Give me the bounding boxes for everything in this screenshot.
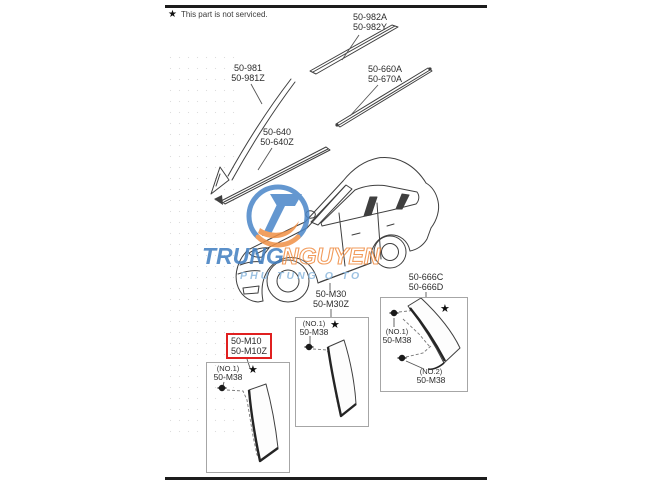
part-number: 50-M38	[299, 327, 329, 337]
part-number: 50-981Z	[231, 72, 265, 83]
part-number: 50-M30Z	[312, 298, 349, 309]
part-label-beltline-molding[interactable]	[355, 65, 415, 84]
part-label-roof-molding[interactable]	[340, 13, 400, 32]
not-serviced-text: This part is not serviced.	[180, 10, 268, 19]
watermark-tagline: PHU TUNG O TO	[240, 270, 363, 282]
star-icon: ★	[168, 8, 177, 20]
part-number: 50-982A	[352, 12, 388, 22]
fastener-no: (NO.2)	[419, 367, 443, 376]
part-number: 50-666D	[408, 281, 444, 292]
part-number: 50-M38	[382, 335, 412, 345]
fastener-label-left[interactable]	[206, 365, 250, 382]
watermark-brand-blue: TRUNG	[202, 243, 284, 269]
part-number: 50-640Z	[260, 136, 294, 147]
part-number: 50-670A	[367, 73, 403, 84]
star-icon: ★	[440, 303, 450, 315]
watermark-brand-orange: NGUYEN	[282, 243, 381, 269]
part-number: 50-M38	[416, 375, 446, 385]
part-number: 50-M10	[231, 336, 262, 346]
watermark-logo	[196, 178, 411, 286]
fastener-label-right-1[interactable]	[376, 328, 418, 345]
part-label-windshield-molding[interactable]	[220, 64, 276, 83]
fastener-label-right-2[interactable]	[410, 368, 452, 385]
part-number: 50-660A	[367, 64, 403, 74]
fastener-no: (NO.1)	[302, 319, 326, 328]
part-number: 50-640	[262, 127, 292, 137]
part-number: 50-666C	[408, 272, 444, 282]
part-label-center-pillar-trim[interactable]	[301, 290, 361, 309]
part-number: 50-M38	[213, 372, 243, 382]
part-number: 50-M30	[315, 289, 347, 299]
star-icon: ★	[248, 364, 258, 376]
star-icon: ★	[330, 319, 340, 331]
part-number: 50-981	[233, 63, 263, 73]
fastener-no: (NO.1)	[216, 364, 240, 373]
part-label-front-pillar-trim-highlighted[interactable]	[226, 333, 272, 359]
part-label-door-belt-molding[interactable]	[249, 128, 305, 147]
part-number: 50-M10Z	[231, 346, 268, 356]
fastener-no: (NO.1)	[385, 327, 409, 336]
part-label-quarter-pillar-trim[interactable]	[396, 273, 456, 292]
part-number: 50-982Y	[352, 21, 388, 32]
